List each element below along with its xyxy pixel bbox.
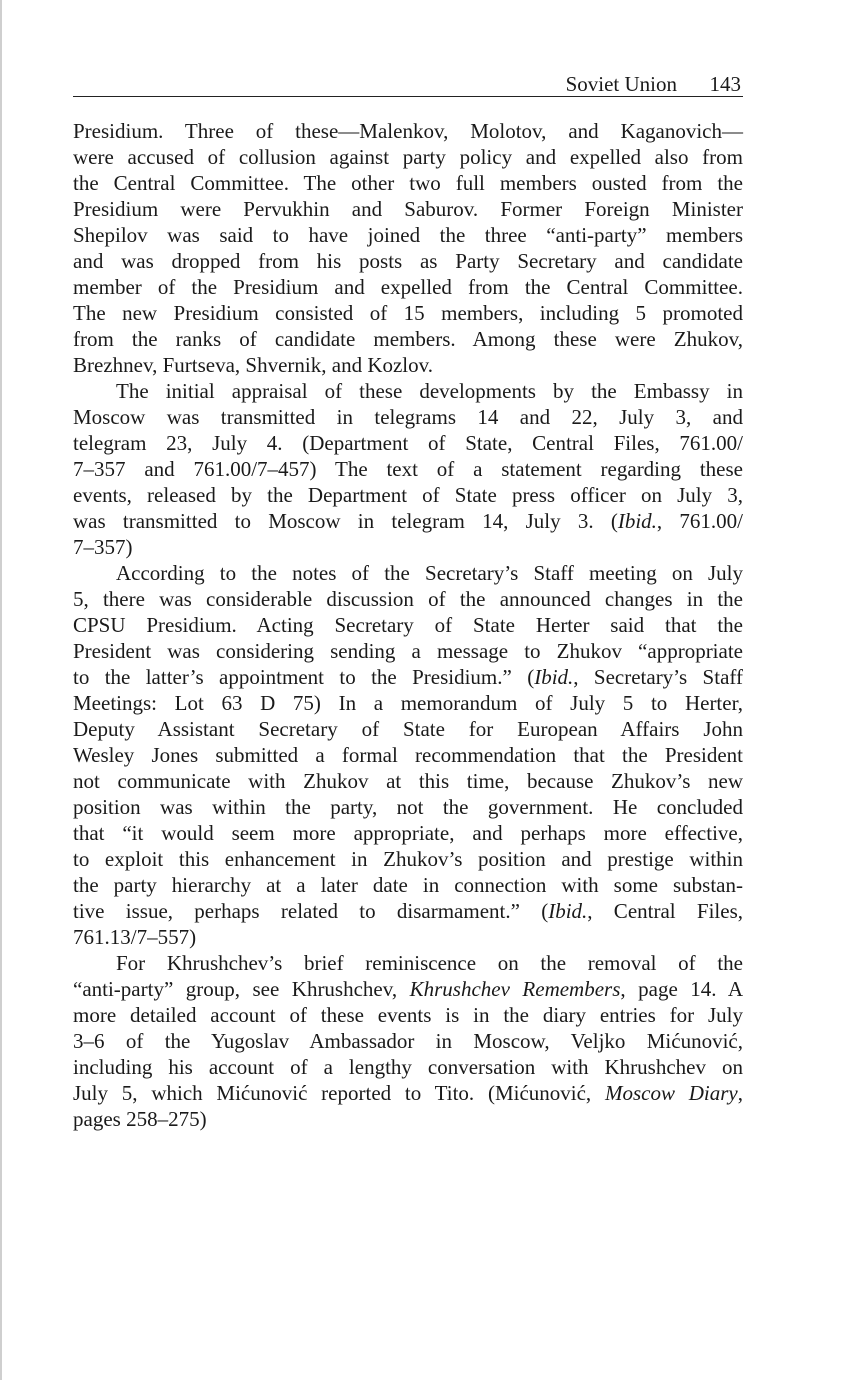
text-line — [73, 222, 743, 248]
text-run: July 5, which Mićunović reported to Tito. (Mićunović, — [73, 1081, 605, 1105]
text-line — [73, 118, 743, 144]
text-run: member of the Presidium and expelled from the Central Committee. — [73, 275, 743, 299]
text-line — [73, 898, 743, 924]
text-run: Wesley Jones submitted a formal recommendation that the President — [73, 743, 743, 767]
text-run: CPSU Presidium. Acting Secretary of State Herter said that the — [73, 613, 743, 637]
text-run: telegram 23, July 4. (Department of State, Central Files, 761.00/ — [73, 431, 743, 455]
text-line — [73, 508, 743, 534]
text-run: pages 258–275) — [73, 1107, 207, 1131]
text-line — [73, 716, 743, 742]
paragraph — [73, 378, 743, 560]
text-run: not communicate with Zhukov at this time, because Zhukov’s new — [73, 769, 743, 793]
italic-text: Ibid. — [548, 899, 588, 923]
text-run: more detailed account of these events is in the diary entries for July — [73, 1003, 743, 1027]
text-run: The new Presidium consisted of 15 members, including 5 promoted — [73, 301, 743, 325]
text-run: and was dropped from his posts as Party Secretary and candidate — [73, 249, 743, 273]
running-title: Soviet Union — [565, 72, 677, 96]
text-line — [73, 482, 743, 508]
text-run: to exploit this enhancement in Zhukov’s position and prestige within — [73, 847, 743, 871]
text-run: Meetings: Lot 63 D 75) In a memorandum of July 5 to Herter, — [73, 691, 743, 715]
text-run: tive issue, perhaps related to disarmament.” ( — [73, 899, 549, 923]
text-run: , — [737, 1081, 743, 1105]
text-run: events, released by the Department of State press officer on July 3, — [73, 483, 743, 507]
paragraph — [73, 950, 743, 1132]
text-line — [73, 924, 743, 950]
text-line — [73, 196, 743, 222]
text-line — [73, 690, 743, 716]
text-line — [73, 1080, 743, 1106]
text-line — [73, 1106, 743, 1132]
text-line — [73, 456, 743, 482]
text-line — [73, 1002, 743, 1028]
text-run: Moscow was transmitted in telegrams 14 and 22, July 3, and — [73, 405, 743, 429]
text-run: was transmitted to Moscow in telegram 14, July 3. ( — [73, 509, 618, 533]
text-run: , page 14. A — [620, 977, 743, 1001]
text-run: 7–357) — [73, 535, 133, 559]
text-line — [73, 976, 743, 1002]
text-run: President was considering sending a message to Zhukov “appropriate — [73, 639, 743, 663]
text-line — [73, 378, 743, 404]
text-line — [73, 534, 743, 560]
text-run: including his account of a lengthy conversation with Khrushchev on — [73, 1055, 743, 1079]
text-line — [73, 820, 743, 846]
text-run: Shepilov was said to have joined the three “anti-party” members — [73, 223, 743, 247]
text-line — [73, 612, 743, 638]
text-line — [73, 144, 743, 170]
text-line — [73, 846, 743, 872]
text-line — [73, 404, 743, 430]
text-line — [73, 274, 743, 300]
text-run: 761.13/7–557) — [73, 925, 197, 949]
text-line — [73, 248, 743, 274]
text-run: the Central Committee. The other two full members ousted from the — [73, 171, 743, 195]
text-line — [73, 872, 743, 898]
text-run: were accused of collusion against party policy and expelled also from — [73, 145, 743, 169]
text-run: Deputy Assistant Secretary of State for European Affairs John — [73, 717, 743, 741]
text-run: , Central Files, — [587, 899, 743, 923]
text-line — [73, 664, 743, 690]
italic-text: Ibid. — [534, 665, 574, 689]
text-line — [73, 170, 743, 196]
text-line — [73, 638, 743, 664]
text-run: Presidium were Pervukhin and Saburov. Former Foreign Minister — [73, 197, 743, 221]
paragraph — [73, 560, 743, 950]
text-line — [73, 950, 743, 976]
body-text — [73, 118, 743, 1132]
text-run: 3–6 of the Yugoslav Ambassador in Moscow, Veljko Mićunović, — [73, 1029, 743, 1053]
text-line — [73, 794, 743, 820]
text-run: For Khrushchev’s brief reminiscence on the removal of the — [116, 951, 743, 975]
text-run: The initial appraisal of these developments by the Embassy in — [116, 379, 743, 403]
text-line — [73, 352, 743, 378]
text-run: 5, there was considerable discussion of the announced changes in the — [73, 587, 743, 611]
text-run: 7–357 and 761.00/7–457) The text of a statement regarding these — [73, 457, 743, 481]
text-run: Brezhnev, Furtseva, Shvernik, and Kozlov. — [73, 353, 434, 377]
paragraph — [73, 118, 743, 378]
italic-text: Khrushchev Remembers — [409, 977, 621, 1001]
text-run: Presidium. Three of these—Malenkov, Molotov, and Kaganovich— — [73, 119, 743, 143]
page-edge — [0, 0, 2, 1380]
running-header — [73, 72, 743, 97]
text-line — [73, 586, 743, 612]
italic-text: Ibid. — [617, 509, 657, 533]
text-run: , Secretary’s Staff — [573, 665, 743, 689]
text-line — [73, 768, 743, 794]
text-run: , 761.00/ — [656, 509, 743, 533]
text-run: position was within the party, not the government. He concluded — [73, 795, 743, 819]
text-run: “anti-party” group, see Khrushchev, — [73, 977, 410, 1001]
text-line — [73, 742, 743, 768]
text-line — [73, 1054, 743, 1080]
italic-text: Moscow Diary — [604, 1081, 738, 1105]
text-line — [73, 326, 743, 352]
text-line — [73, 430, 743, 456]
text-run: According to the notes of the Secretary’s Staff meeting on July — [116, 561, 743, 585]
page-number: 143 — [709, 72, 741, 96]
text-line — [73, 300, 743, 326]
text-line — [73, 560, 743, 586]
text-run: the party hierarchy at a later date in connection with some substan- — [73, 873, 743, 897]
text-line — [73, 1028, 743, 1054]
text-run: that “it would seem more appropriate, and perhaps more effective, — [73, 821, 743, 845]
text-run: to the latter’s appointment to the Presidium.” ( — [73, 665, 535, 689]
text-run: from the ranks of candidate members. Among these were Zhukov, — [73, 327, 743, 351]
